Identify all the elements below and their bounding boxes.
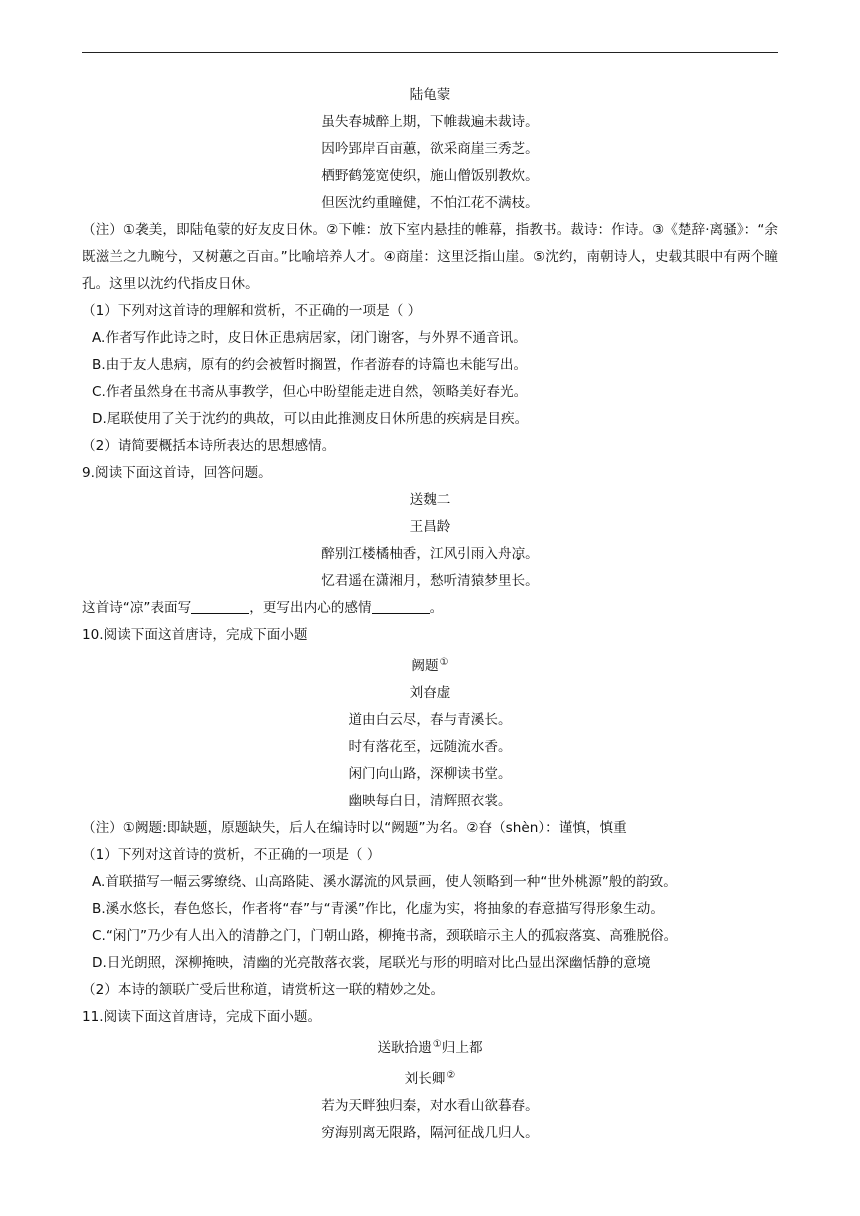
q9-emphasis-char: 凉 [511,546,526,562]
poem8-note: （注）①袭美，即陆龟蒙的好友皮日休。②下帷：放下室内悬挂的帷幕，指教书。裁诗：作诗。③《楚辞·离骚》：“余既滋兰之九畹兮，又树蕙之百亩。”比喻培养人才。④商崖：这里泛指山崖。⑤沈约，南朝诗人，史载其眼中有两个瞳孔。这里以沈约代指皮日休。 [82,222,778,292]
q9-question-c: 。 [429,600,444,616]
q9-question-b: ，更写出内心的感情 [249,600,372,616]
q9-author: 王昌龄 [409,519,451,535]
q10-option-d: D.日光朗照，深柳掩映，清幽的光亮散落衣裳，尾联光与形的明暗对比凸显出深幽恬静的意境 [92,955,651,971]
q11-author [82,1062,778,1093]
q11-author-footnote-mark: ② [446,1070,456,1081]
q10-note: （注）①阙题:即缺题，原题缺失，后人在编诗时以“阙题”为名。②昚（shèn）：谨慎，慎重 [82,820,627,836]
q11-title-footnote-mark: ① [432,1039,442,1050]
q11-author-name: 刘长卿 [404,1071,446,1087]
q10-line-1: 道由白云尽，春与青溪长。 [348,712,512,728]
document-body [82,82,778,1147]
poem8-question-2: （2）请简要概括本诗所表达的思想感情。 [82,438,336,454]
q9-blank-1[interactable] [191,599,249,614]
q9-intro: 9.阅读下面这首诗，回答问题。 [82,465,272,481]
q10-line-3: 闲门向山路，深柳读书堂。 [348,766,512,782]
q9-line-1-pre: 醉别江楼橘柚香，江风引雨入舟 [321,546,512,562]
q10-title-footnote-mark: ① [439,657,449,668]
poem8-line-2: 因吟郢岸百亩蕙，欲采商崖三秀芝。 [321,141,539,157]
q10-question-1: （1）下列对这首诗的赏析，不正确的一项是（ ） [82,847,381,863]
q10-intro: 10.阅读下面这首唐诗，完成下面小题 [82,627,308,643]
q10-author: 刘昚虚 [409,685,451,701]
poem8-line-4: 但医沈约重瞳健，不怕江花不满枝。 [321,195,539,211]
poem8-line-1: 虽失春城醉上期，下帷裁遍未裁诗。 [321,114,539,130]
q10-option-b: B.溪水悠长，春色悠长，作者将“春”与“青溪”作比，化虚为实，将抽象的春意描写得形象生动。 [92,901,664,917]
q10-question-2: （2）本诗的颔联广受后世称道，请赏析这一联的精妙之处。 [82,982,445,998]
q9-line-1 [82,541,778,568]
poem8-line-3: 栖野鹤笼宽使织，施山僧饭别教炊。 [321,168,539,184]
q9-line-1-post: 。 [525,546,539,562]
poem8-option-c: C.作者虽然身在书斋从事教学，但心中盼望能走进自然，领略美好春光。 [92,384,528,400]
q11-line-2: 穷海别离无限路，隔河征战几归人。 [321,1125,539,1141]
q10-line-4: 幽映每白日，清辉照衣裳。 [348,793,512,809]
q11-title-pre: 送耿拾遗 [377,1040,432,1056]
q10-line-2: 时有落花至，远随流水香。 [348,739,512,755]
header-rule [82,52,778,53]
q9-question [82,595,778,622]
poem8-option-d: D.尾联使用了关于沈约的典故，可以由此推测皮日休所患的疾病是目疾。 [92,411,529,427]
poem8-option-a: A.作者写作此诗之时，皮日休正患病居家，闭门谢客，与外界不通音讯。 [92,330,527,346]
q10-title [82,649,778,680]
poem8-option-b: B.由于友人患病，原有的约会被暂时搁置，作者游春的诗篇也未能写出。 [92,357,528,373]
q11-line-1: 若为天畔独归秦，对水看山欲暮春。 [321,1098,539,1114]
q9-question-a: 这首诗“凉”表面写 [82,600,192,616]
q9-title: 送魏二 [409,492,451,508]
q9-blank-2[interactable] [372,599,430,614]
q11-intro: 11.阅读下面这首唐诗，完成下面小题。 [82,1009,322,1025]
poem8-author: 陆龟蒙 [409,87,451,103]
q11-title [82,1031,778,1062]
q11-title-post: 归上都 [441,1040,483,1056]
q10-title-text: 阙题 [411,658,439,674]
q10-option-a: A.首联描写一幅云雾缭绕、山高路陡、溪水潺流的风景画，使人领略到一种“世外桃源”般的韵致。 [92,874,677,890]
poem8-question-1: （1）下列对这首诗的理解和赏析，不正确的一项是（ ） [82,303,422,319]
q10-option-c: C.“闲门”乃少有人出入的清静之门，门朝山路，柳掩书斋，颈联暗示主人的孤寂落寞、高雅脱俗。 [92,928,678,944]
q9-line-2: 忆君遥在潇湘月，愁听清猿梦里长。 [321,573,539,589]
